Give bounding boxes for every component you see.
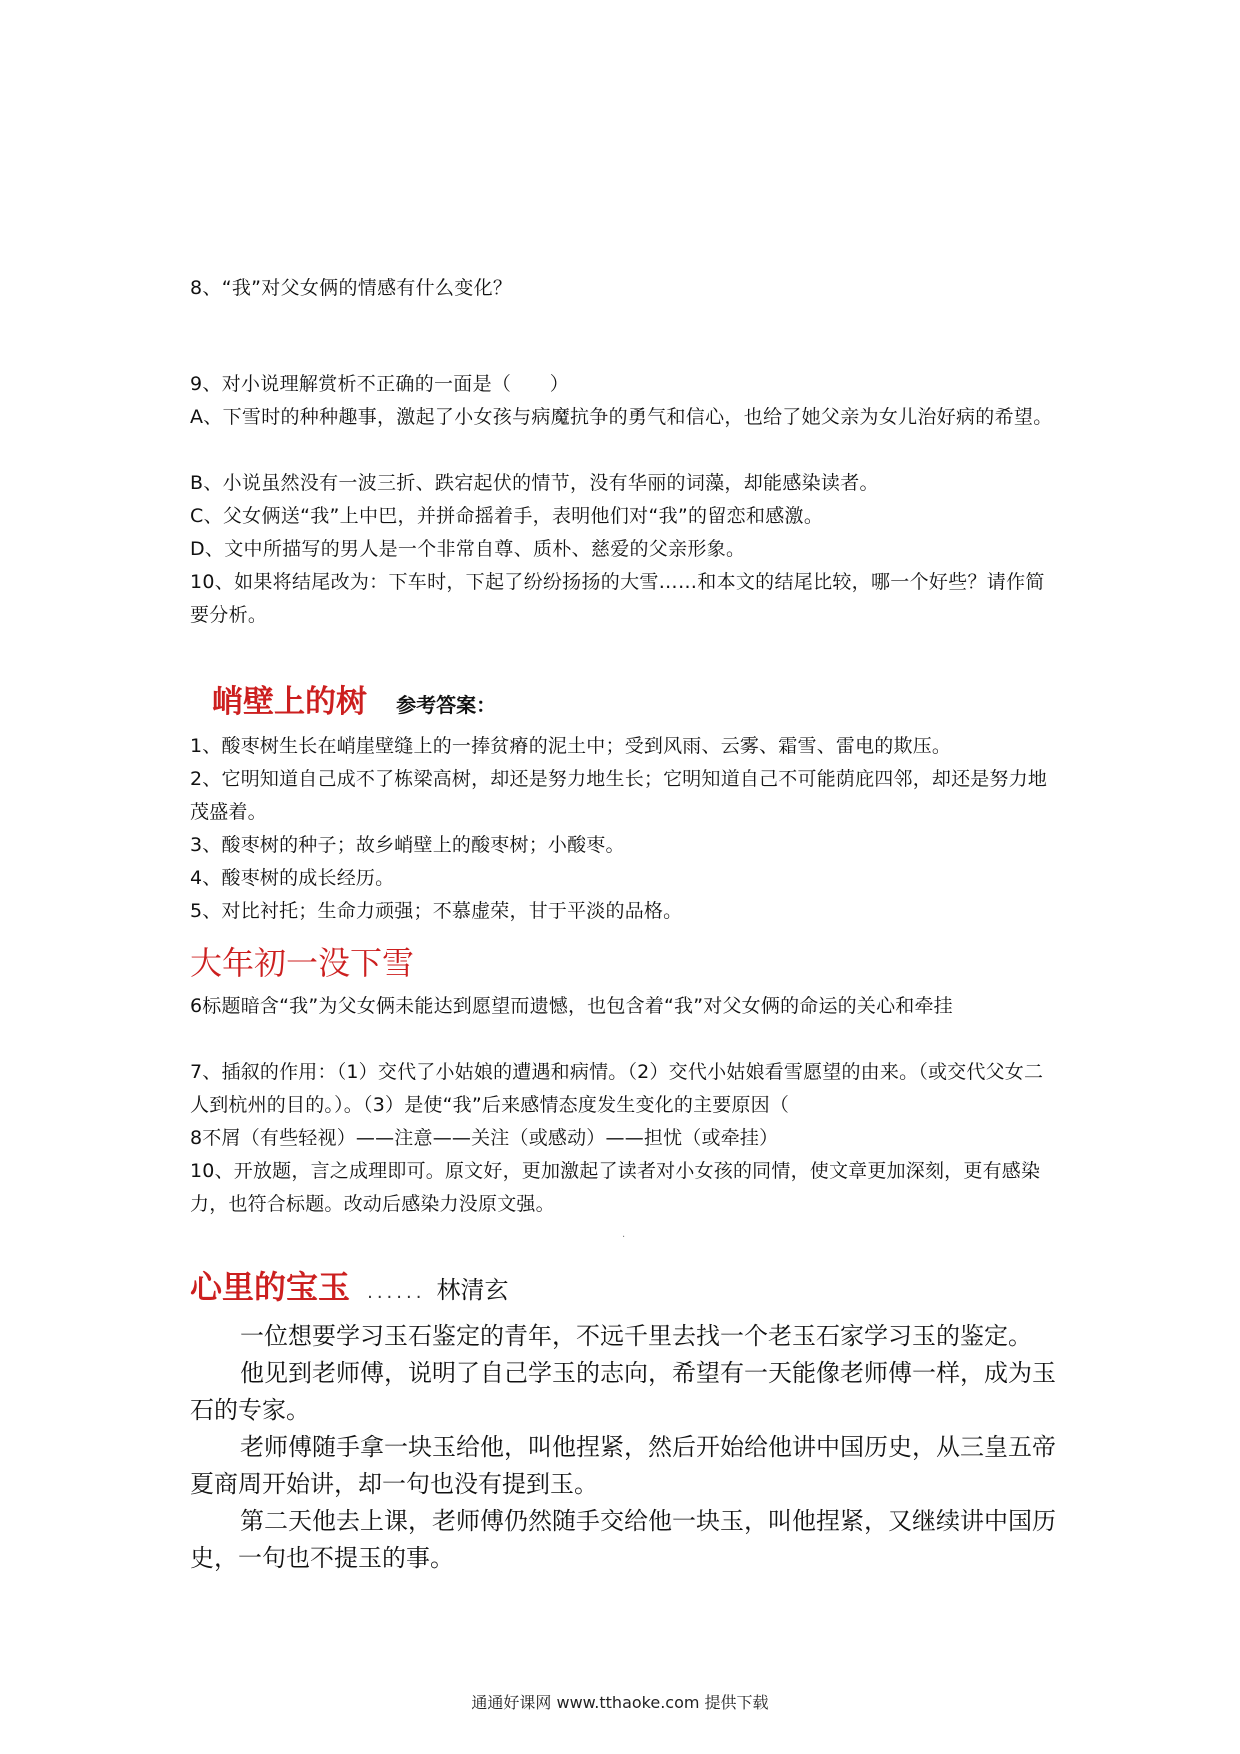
section-subtitle: 参考答案： [396,693,497,717]
answer-item: 1、酸枣树生长在峭崖壁缝上的一捧贫瘠的泥土中；受到风雨、云雾、霜雪、雷电的欺压。 [190,735,952,757]
body-paragraph: 一位想要学习玉石鉴定的青年，不远千里去找一个老玉石家学习玉的鉴定。 [240,1322,1032,1350]
answer-item: 7、插叙的作用：（1）交代了小姑娘的遭遇和病情。（2）交代小姑娘看雪愿望的由来。（或交代父女二人到杭州的目的。）。（3）是使“我”后来感情态度发生变化的主要原因（ [190,1061,1044,1116]
section-title: 大年初一没下雪 [190,944,415,982]
section-title: 心里的宝玉 [190,1268,351,1306]
author-name: 林清玄 [436,1276,509,1304]
question-9-option-a: A、下雪时的种种趣事，激起了小女孩与病魔抗争的勇气和信心，也给了她父亲为女儿治好病的希望。 [190,406,1053,428]
question-8: 8、“我”对父女俩的情感有什么变化？ [190,277,513,299]
stray-dot: · [622,1232,626,1243]
body-paragraph: 老师傅随手拿一块玉给他，叫他捏紧，然后开始给他讲中国历史，从三皇五帝夏商周开始讲，却一句也没有提到玉。 [190,1433,1056,1498]
question-9-option-d: D、文中所描写的男人是一个非常自尊、质朴、慈爱的父亲形象。 [190,538,746,560]
answer-item: 6标题暗含“我”为父女俩未能达到愿望而遗憾，也包含着“我”对父女俩的命运的关心和牵挂 [190,995,953,1017]
answer-item: 2、它明知道自己成不了栋梁高树，却还是努力地生长；它明知道自己不可能荫庇四邻，却还是努力地茂盛着。 [190,768,1048,823]
section-heading-qiaobi [212,676,1082,721]
section-heading-baoyu [190,1262,1060,1308]
title-dots: ...... [367,1282,426,1303]
section-title: 峭壁上的树 [212,684,367,720]
answer-item: 3、酸枣树的种子；故乡峭壁上的酸枣树；小酸枣。 [190,834,625,856]
answer-item: 4、酸枣树的成长经历。 [190,867,395,889]
answer-item: 8不屑（有些轻视）——注意——关注（或感动）——担忧（或牵挂） [190,1127,779,1149]
answer-item: 10、开放题，言之成理即可。原文好，更加激起了读者对小女孩的同情，使文章更加深刻，更有感染力，也符合标题。改动后感染力没原文强。 [190,1160,1041,1215]
body-paragraph: 他见到老师傅，说明了自己学玉的志向，希望有一天能像老师傅一样，成为玉石的专家。 [190,1359,1056,1424]
page-footer: 通通好课网 www.tthaoke.com 提供下载 [471,1693,769,1712]
body-paragraph: 第二天他去上课，老师傅仍然随手交给他一块玉，叫他捏紧，又继续讲中国历史，一句也不提玉的事。 [190,1507,1056,1572]
section-heading-danian [190,938,1060,984]
question-10: 10、如果将结尾改为：下车时，下起了纷纷扬扬的大雪……和本文的结尾比较，哪一个好些？请作简要分析。 [190,571,1045,626]
question-9: 9、对小说理解赏析不正确的一面是（ ） [190,373,570,395]
question-9-option-b: B、小说虽然没有一波三折、跌宕起伏的情节，没有华丽的词藻，却能感染读者。 [190,472,879,494]
question-9-option-c: C、父女俩送“我”上中巴，并拼命摇着手，表明他们对“我”的留恋和感激。 [190,505,824,527]
answer-item: 5、对比衬托；生命力顽强；不慕虚荣，甘于平淡的品格。 [190,900,683,922]
